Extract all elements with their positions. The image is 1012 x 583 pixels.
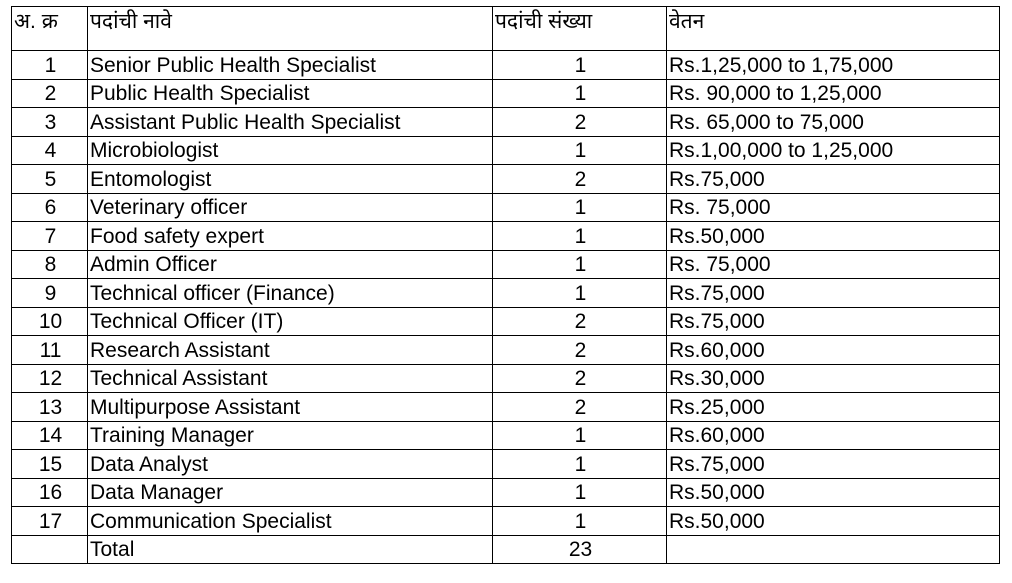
row-post-count: 1 xyxy=(493,507,667,536)
row-post-name: Technical officer (Finance) xyxy=(88,279,493,308)
posts-table xyxy=(11,6,1000,564)
row-post-count: 1 xyxy=(493,136,667,165)
row-salary: Rs. 75,000 xyxy=(667,193,1000,222)
row-post-count: 1 xyxy=(493,279,667,308)
table-row xyxy=(12,507,1000,536)
row-post-name: Assistant Public Health Specialist xyxy=(88,108,493,137)
table-row xyxy=(12,279,1000,308)
table-row xyxy=(12,222,1000,251)
row-post-count: 1 xyxy=(493,250,667,279)
row-post-name: Food safety expert xyxy=(88,222,493,251)
row-post-count: 1 xyxy=(493,450,667,479)
table-row xyxy=(12,421,1000,450)
total-row xyxy=(12,535,1000,564)
row-serial-number: 9 xyxy=(12,279,88,308)
table-row xyxy=(12,307,1000,336)
table-row xyxy=(12,393,1000,422)
row-post-count: 1 xyxy=(493,478,667,507)
row-post-name: Data Manager xyxy=(88,478,493,507)
posts-table-body xyxy=(12,7,1000,564)
row-serial-number: 17 xyxy=(12,507,88,536)
row-post-count: 2 xyxy=(493,307,667,336)
row-serial-number: 5 xyxy=(12,165,88,194)
row-serial-number: 4 xyxy=(12,136,88,165)
table-row xyxy=(12,478,1000,507)
total-salary-empty xyxy=(667,535,1000,564)
row-salary: Rs.60,000 xyxy=(667,421,1000,450)
row-serial-number: 7 xyxy=(12,222,88,251)
row-post-count: 1 xyxy=(493,421,667,450)
row-post-name: Senior Public Health Specialist xyxy=(88,51,493,80)
row-post-count: 1 xyxy=(493,222,667,251)
row-post-name: Training Manager xyxy=(88,421,493,450)
row-post-count: 2 xyxy=(493,393,667,422)
row-salary: Rs.75,000 xyxy=(667,165,1000,194)
row-serial-number: 8 xyxy=(12,250,88,279)
row-post-count: 2 xyxy=(493,165,667,194)
row-salary: Rs.25,000 xyxy=(667,393,1000,422)
row-post-count: 1 xyxy=(493,79,667,108)
row-post-name: Research Assistant xyxy=(88,336,493,365)
row-salary: Rs. 65,000 to 75,000 xyxy=(667,108,1000,137)
row-post-count: 1 xyxy=(493,193,667,222)
table-row xyxy=(12,51,1000,80)
table-row xyxy=(12,108,1000,137)
row-post-name: Admin Officer xyxy=(88,250,493,279)
row-post-name: Multipurpose Assistant xyxy=(88,393,493,422)
row-salary: Rs.75,000 xyxy=(667,450,1000,479)
total-label: Total xyxy=(88,535,493,564)
row-post-name: Technical Officer (IT) xyxy=(88,307,493,336)
row-serial-number: 15 xyxy=(12,450,88,479)
row-post-name: Veterinary officer xyxy=(88,193,493,222)
row-salary: Rs.1,00,000 to 1,25,000 xyxy=(667,136,1000,165)
table-row xyxy=(12,364,1000,393)
row-salary: Rs.30,000 xyxy=(667,364,1000,393)
row-post-name: Communication Specialist xyxy=(88,507,493,536)
row-post-name: Public Health Specialist xyxy=(88,79,493,108)
row-serial-number: 16 xyxy=(12,478,88,507)
row-post-name: Technical Assistant xyxy=(88,364,493,393)
row-serial-number: 13 xyxy=(12,393,88,422)
row-post-count: 2 xyxy=(493,364,667,393)
row-serial-number: 1 xyxy=(12,51,88,80)
row-salary: Rs. 90,000 to 1,25,000 xyxy=(667,79,1000,108)
row-salary: Rs.75,000 xyxy=(667,307,1000,336)
row-post-name: Entomologist xyxy=(88,165,493,194)
row-post-count: 2 xyxy=(493,336,667,365)
row-post-name: Data Analyst xyxy=(88,450,493,479)
total-serial-empty xyxy=(12,535,88,564)
header-post-name: पदांची नावे xyxy=(88,7,493,51)
header-row xyxy=(12,7,1000,51)
row-post-name: Microbiologist xyxy=(88,136,493,165)
row-post-count: 1 xyxy=(493,51,667,80)
table-row xyxy=(12,136,1000,165)
header-post-count: पदांची संख्या xyxy=(493,7,667,51)
row-serial-number: 3 xyxy=(12,108,88,137)
row-salary: Rs.50,000 xyxy=(667,507,1000,536)
header-salary: वेतन xyxy=(667,7,1000,51)
row-salary: Rs.50,000 xyxy=(667,222,1000,251)
table-row xyxy=(12,450,1000,479)
row-salary: Rs.75,000 xyxy=(667,279,1000,308)
table-row xyxy=(12,165,1000,194)
header-serial: अ. क्र xyxy=(12,7,88,51)
row-salary: Rs.50,000 xyxy=(667,478,1000,507)
row-serial-number: 12 xyxy=(12,364,88,393)
row-post-count: 2 xyxy=(493,108,667,137)
row-serial-number: 10 xyxy=(12,307,88,336)
row-serial-number: 14 xyxy=(12,421,88,450)
total-count: 23 xyxy=(493,535,667,564)
row-serial-number: 11 xyxy=(12,336,88,365)
row-salary: Rs.1,25,000 to 1,75,000 xyxy=(667,51,1000,80)
row-salary: Rs. 75,000 xyxy=(667,250,1000,279)
table-row xyxy=(12,336,1000,365)
table-row xyxy=(12,250,1000,279)
table-row xyxy=(12,79,1000,108)
row-salary: Rs.60,000 xyxy=(667,336,1000,365)
table-row xyxy=(12,193,1000,222)
row-serial-number: 6 xyxy=(12,193,88,222)
row-serial-number: 2 xyxy=(12,79,88,108)
